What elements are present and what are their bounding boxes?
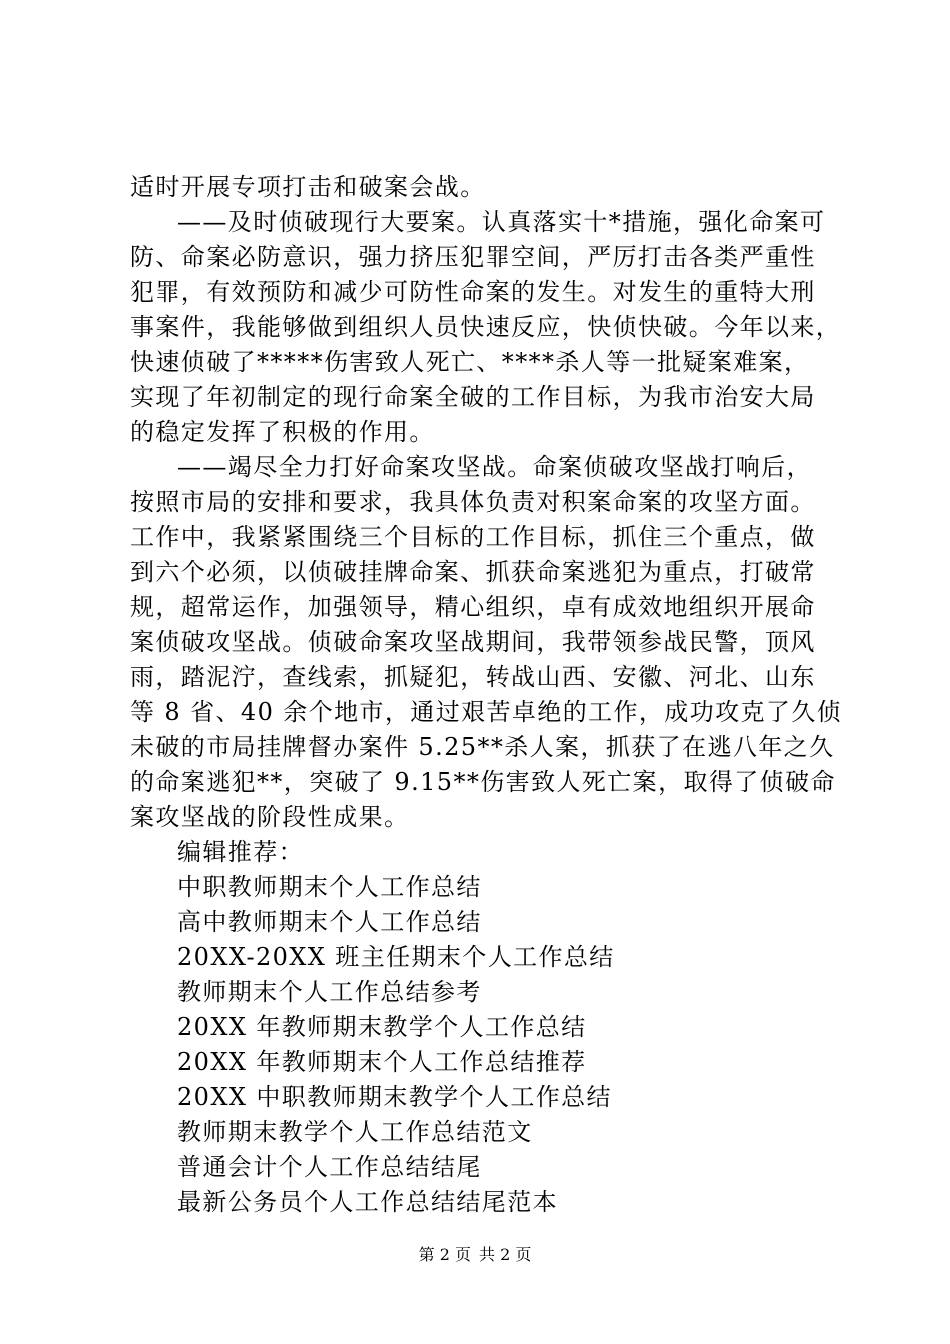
recommend-item	[130, 1010, 836, 1045]
recommend-link[interactable]: 20XX 中职教师期末教学个人工作总结	[177, 1083, 612, 1111]
recommend-link[interactable]: 教师期末教学个人工作总结范文	[177, 1118, 533, 1146]
body-line: 到六个必须，以侦破挂牌命案、抓获命案逃犯为重点，打破常	[130, 558, 816, 586]
recommend-item	[130, 940, 836, 975]
recommend-link[interactable]: 中职教师期末个人工作总结	[177, 873, 482, 901]
page-footer	[0, 1245, 950, 1265]
body-line: 等 8 省、40 余个地市，通过艰苦卓绝的工作，成功攻克了久侦	[130, 698, 843, 726]
body-line: 适时开展专项打击和破案会战。	[130, 173, 486, 201]
body-line: 的稳定发挥了积极的作用。	[130, 418, 435, 446]
page-total: 共 2 页	[479, 1245, 532, 1264]
recommend-item	[130, 905, 836, 940]
recommend-link[interactable]: 20XX-20XX 班主任期末个人工作总结	[177, 943, 615, 971]
body-line: 案侦破攻坚战。侦破命案攻坚战期间，我带领参战民警，顶风	[130, 628, 816, 656]
recommend-heading: 编辑推荐：	[177, 838, 304, 866]
recommend-item	[130, 870, 836, 905]
body-line: 未破的市局挂牌督办案件 5.25**杀人案，抓获了在逃八年之久	[130, 733, 835, 761]
recommend-item	[130, 975, 836, 1010]
body-line: 的命案逃犯**，突破了 9.15**伤害致人死亡案，取得了侦破命	[130, 768, 836, 796]
recommend-item	[130, 1150, 836, 1185]
page-number: 第 2 页	[418, 1245, 471, 1264]
body-line: 规，超常运作，加强领导，精心组织，卓有成效地组织开展命	[130, 593, 816, 621]
section-heading: ——竭尽全力打好命案攻坚战。命案侦破攻坚战打响后，	[177, 453, 812, 481]
recommend-link[interactable]: 20XX 年教师期末个人工作总结推荐	[177, 1048, 587, 1076]
body-line: 实现了年初制定的现行命案全破的工作目标，为我市治安大局	[130, 383, 816, 411]
recommend-link[interactable]: 普通会计个人工作总结结尾	[177, 1153, 482, 1181]
body-line: 快速侦破了*****伤害致人死亡、****杀人等一批疑案难案，	[130, 348, 810, 376]
section-heading: ——及时侦破现行大要案。认真落实十*措施，强化命案可	[177, 208, 826, 236]
recommend-link[interactable]: 最新公务员个人工作总结结尾范本	[177, 1188, 558, 1216]
body-line: 事案件，我能够做到组织人员快速反应，快侦快破。今年以来，	[130, 313, 842, 341]
body-line: 雨，踏泥泞，查线索，抓疑犯，转战山西、安徽、河北、山东	[130, 663, 816, 691]
recommend-item	[130, 1185, 836, 1220]
body-line: 按照市局的安排和要求，我具体负责对积案命案的攻坚方面。	[130, 488, 816, 516]
recommend-item	[130, 1045, 836, 1080]
recommend-link[interactable]: 教师期末个人工作总结参考	[177, 978, 482, 1006]
body-line: 犯罪，有效预防和减少可防性命案的发生。对发生的重特大刑	[130, 278, 816, 306]
recommend-link[interactable]: 20XX 年教师期末教学个人工作总结	[177, 1013, 587, 1041]
recommend-item	[130, 1080, 836, 1115]
document-body	[130, 170, 843, 1220]
body-line: 工作中，我紧紧围绕三个目标的工作目标，抓住三个重点，做	[130, 523, 816, 551]
body-line: 防、命案必防意识，强力挤压犯罪空间，严厉打击各类严重性	[130, 243, 816, 271]
recommend-item	[130, 1115, 836, 1150]
recommend-list	[130, 870, 836, 1220]
body-line: 案攻坚战的阶段性成果。	[130, 803, 410, 831]
recommend-link[interactable]: 高中教师期末个人工作总结	[177, 908, 482, 936]
